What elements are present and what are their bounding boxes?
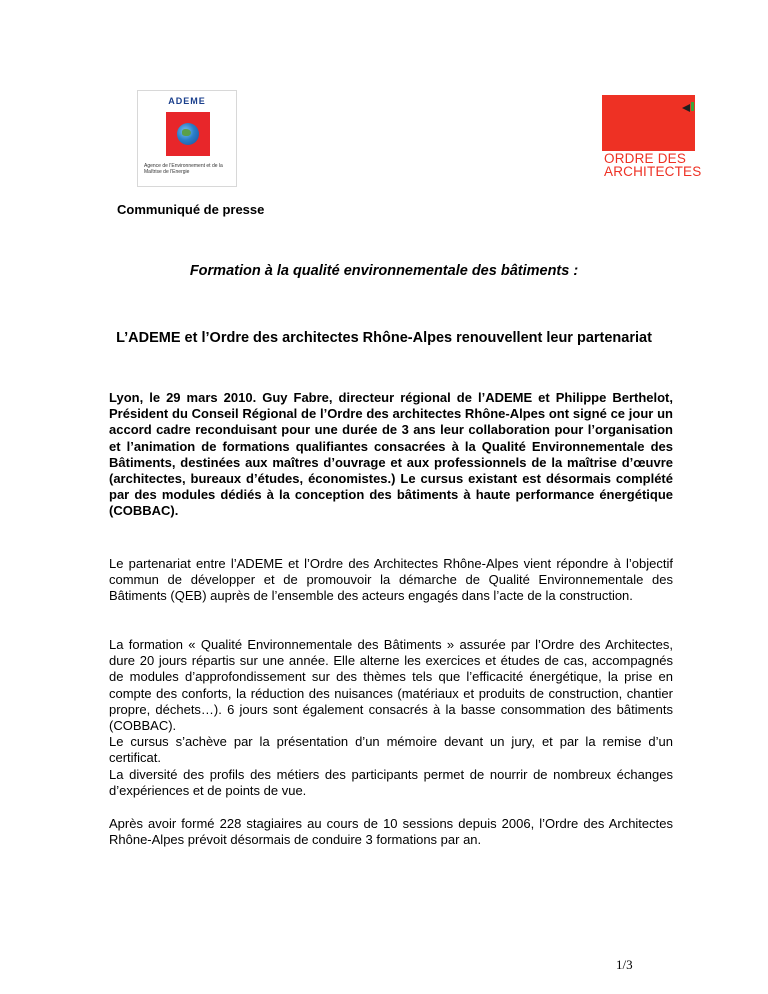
- globe-icon: [177, 123, 199, 145]
- body-paragraph-1: Le partenariat entre l’ADEME et l’Ordre des Architectes Rhône-Alpes vient répondre à l’objectif commun de développer et de promouvoir la démarche de Qualité Environnementale des Bâtiments (QEB) auprès de l’ensemble des acteurs engagés dans l’acte de la construction.: [109, 556, 673, 604]
- triangle-icon: [682, 104, 690, 112]
- body-paragraph-4: Après avoir formé 228 stagiaires au cours de 10 sessions depuis 2006, l’Ordre des Architectes Rhône-Alpes prévoit désormais de conduire 3 formations par an.: [109, 816, 673, 848]
- oa-logo-line-1: ORDRE DES: [604, 151, 687, 166]
- document-subtitle: L’ADEME et l’Ordre des architectes Rhône-Alpes renouvellent leur partenariat: [116, 330, 652, 346]
- body-paragraph-2: [109, 637, 673, 767]
- body-paragraph-2-text: La formation « Qualité Environnementale des Bâtiments » assurée par l’Ordre des Architectes, dure 20 jours répartis sur une année. Elle alterne les exercices et études de cas, accompagnés de modules d’approfondissement sur des thèmes tels que l’efficacité énergétique, la prise en compte des conforts, la réduction des nuisances (matériaux et produits de construction, chantier propre, déchets…). 6 jours sont également consacrés à la basse consommation des bâtiments (COBBAC).: [109, 637, 673, 734]
- body-paragraph-2-continuation: Le cursus s’achève par la présentation d’un mémoire devant un jury, et par la remise d’un certificat.: [109, 734, 673, 766]
- oa-logo-text: [604, 151, 702, 179]
- document-title: Formation à la qualité environnementale des bâtiments :: [189, 263, 579, 279]
- lead-paragraph: Lyon, le 29 mars 2010. Guy Fabre, directeur régional de l’ADEME et Philippe Berthelot, Président du Conseil Régional de l’Ordre des architectes Rhône-Alpes ont signé ce jour un accord cadre reconduisant pour une durée de 3 ans leur collaboration pour l’organisation et l’animation de formations qualifiantes consacrées à la Qualité Environnementale des Bâtiments, destinées aux maîtres d’ouvrage et aux professionnels de la maîtrise d’œuvre (architectes, bureaux d’études, économistes.) Le cursus existant est désormais complété par des modules dédiés à la conception des bâtiments à haute performance énergétique (COBBAC).: [109, 390, 673, 519]
- ademe-logo-caption: Agence de l'Environnement et de la Maîtrise de l'Energie: [144, 163, 223, 175]
- oa-logo-line-2: ARCHITECTES: [604, 164, 702, 179]
- oa-logo-red-block: [602, 95, 695, 151]
- page-number: 1/3: [616, 957, 633, 972]
- press-release-label: Communiqué de presse: [117, 202, 265, 217]
- oa-logo-green-mark: [691, 102, 694, 111]
- ademe-logo-name: ADEME: [168, 96, 206, 106]
- body-paragraph-3: La diversité des profils des métiers des participants permet de nourrir de nombreux échanges d’expériences et de points de vue.: [109, 767, 673, 799]
- ordre-des-architectes-logo: [602, 95, 702, 183]
- ademe-logo: [137, 90, 237, 187]
- ademe-logo-red-square: [166, 112, 210, 156]
